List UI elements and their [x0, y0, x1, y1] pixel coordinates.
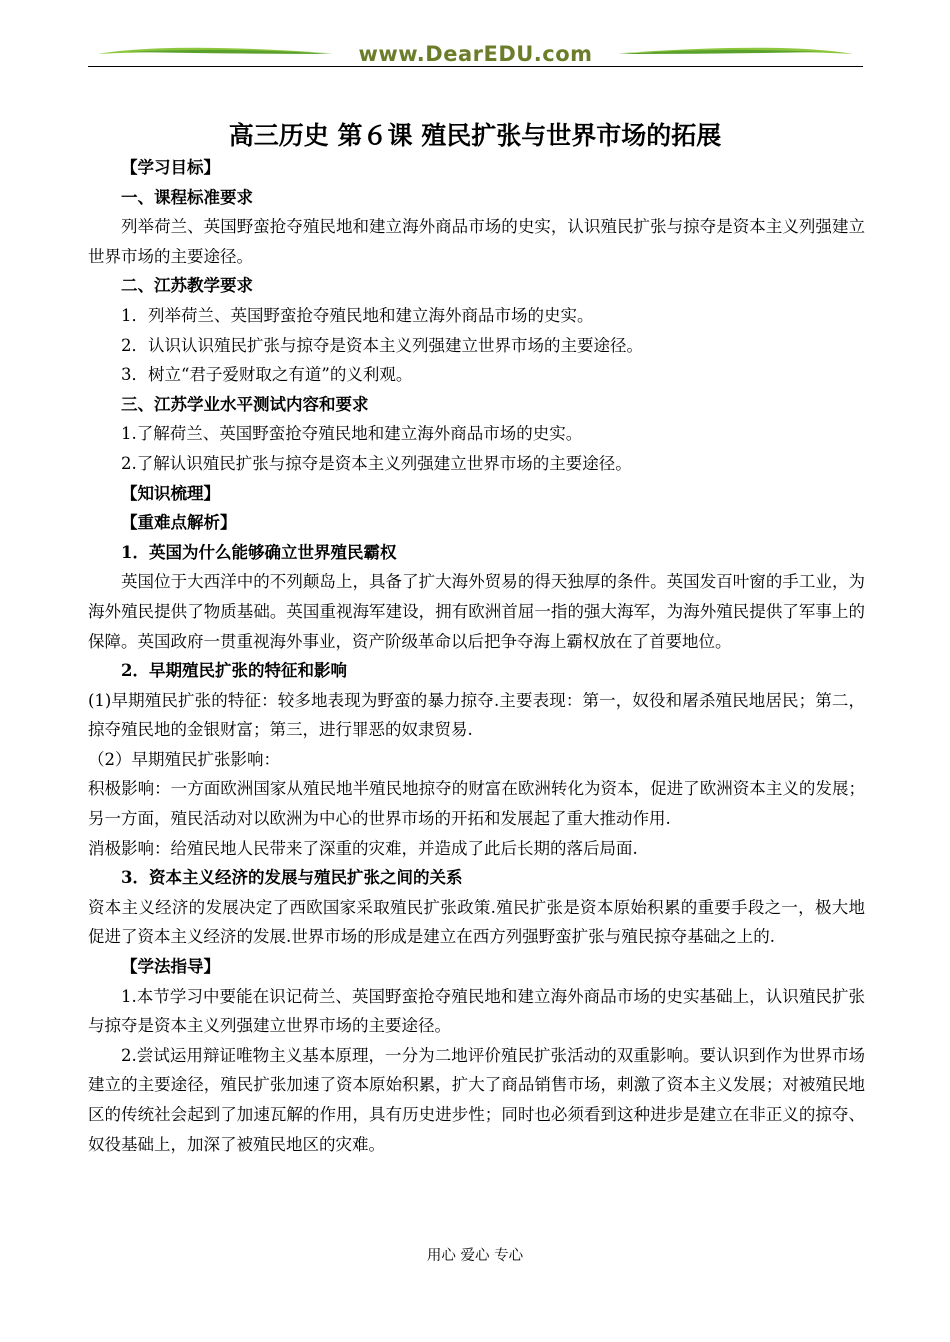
heading-jiangsu-test: 三、江苏学业水平测试内容和要求	[121, 394, 369, 414]
list-item: 3．树立“君子爱财取之有道”的义利观。	[121, 365, 413, 385]
paragraph-features: (1)早期殖民扩张的特征：较多地表现为野蛮的暴力掠夺.主要表现：第一，奴役和屠杀殖民地居民；第二，掠夺殖民地的金银财富；第三，进行罪恶的奴隶贸易.	[88, 690, 865, 740]
heading-key-points: 【重难点解析】	[121, 513, 237, 533]
subheading-relationship: 3．资本主义经济的发展与殖民扩张之间的关系	[121, 868, 463, 888]
paragraph-positive: 积极影响：一方面欧洲国家从殖民地半殖民地掠夺的财富在欧洲转化为资本，促进了欧洲资本主义的发展；另一方面，殖民活动对以欧洲为中心的世界市场的开拓和发展起了重大推动作用.	[88, 779, 865, 829]
paragraph-negative: 消极影响：给殖民地人民带来了深重的灾难，并造成了此后长期的落后局面.	[88, 838, 638, 858]
heading-knowledge: 【知识梳理】	[121, 483, 220, 503]
heading-jiangsu-teaching: 二、江苏教学要求	[121, 276, 253, 296]
paragraph-method-1: 1.本节学习中要能在识记荷兰、英国野蛮抢夺殖民地和建立海外商品市场的史实基础上，认识殖民扩张与掠夺是资本主义列强建立世界市场的主要途径。	[88, 986, 865, 1036]
heading-method: 【学法指导】	[121, 957, 220, 977]
paragraph-relationship: 资本主义经济的发展决定了西欧国家采取殖民扩张政策.殖民扩张是资本原始积累的重要手段之一，极大地促进了资本主义经济的发展.世界市场的形成是建立在西方列强野蛮扩张与殖民掠夺基础之上的.	[88, 897, 865, 947]
site-logo[interactable]: www.DearEDU.com	[358, 42, 593, 66]
paragraph-standards: 列举荷兰、英国野蛮抢夺殖民地和建立海外商品市场的史实，认识殖民扩张与掠夺是资本主义列强建立世界市场的主要途径。	[88, 217, 865, 266]
heading-learning-goals: 【学习目标】	[121, 158, 220, 177]
document-body	[88, 153, 865, 1159]
paragraph-method-2: 2.尝试运用辩证唯物主义基本原理，一分为二地评价殖民扩张活动的双重影响。要认识到作为世界市场建立的主要途径，殖民扩张加速了资本原始积累，扩大了商品销售市场，刺激了资本主义发展；对被殖民地区的传统社会起到了加速瓦解的作用，具有历史进步性；同时也必须看到这种进步是建立在非正义的掠夺、奴役基础上，加深了被殖民地区的灾难。	[88, 1045, 865, 1154]
list-item: 1．列举荷兰、英国野蛮抢夺殖民地和建立海外商品市场的史实。	[121, 305, 594, 325]
paragraph-impact-label: （2）早期殖民扩张影响：	[88, 749, 280, 769]
page-title: 高三历史 第６课 殖民扩张与世界市场的拓展	[228, 121, 722, 150]
paragraph-britain: 英国位于大西洋中的不列颠岛上，具备了扩大海外贸易的得天独厚的条件。英国发百叶窗的手工业，为海外殖民提供了物质基础。英国重视海军建设，拥有欧洲首屈一指的强大海军，为海外殖民提供了军事上的保障。英国政府一贯重视海外事业，资产阶级革命以后把争夺海上霸权放在了首要地位。	[88, 572, 865, 651]
subheading-early-colonial: 2．早期殖民扩张的特征和影响	[121, 661, 347, 681]
header-rule	[88, 66, 863, 67]
site-header	[88, 38, 863, 68]
list-item: 1.了解荷兰、英国野蛮抢夺殖民地和建立海外商品市场的史实。	[121, 424, 583, 444]
list-item: 2.了解认识殖民扩张与掠夺是资本主义列强建立世界市场的主要途径。	[121, 453, 632, 473]
subheading-britain: 1．英国为什么能够确立世界殖民霸权	[121, 542, 397, 562]
list-item: 2．认识认识殖民扩张与掠夺是资本主义列强建立世界市场的主要途径。	[121, 335, 643, 355]
heading-standards: 一、课程标准要求	[121, 187, 253, 207]
page-footer: 用心 爱心 专心	[426, 1248, 524, 1264]
